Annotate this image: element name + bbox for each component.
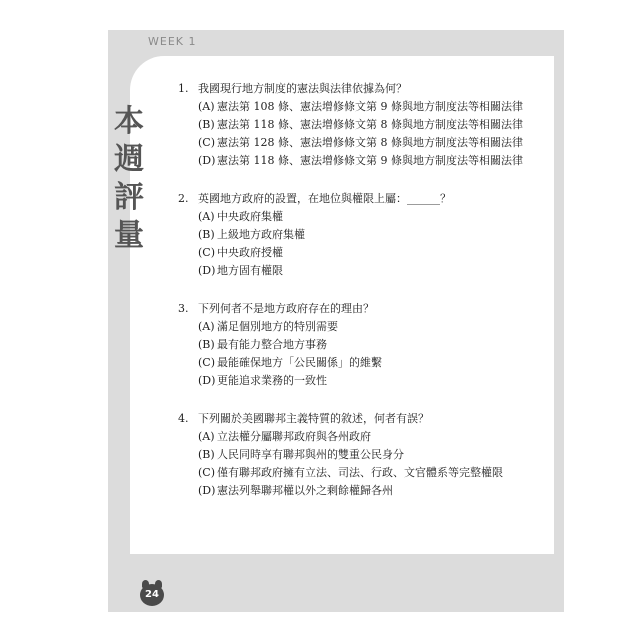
- question-number: 3.: [178, 302, 189, 315]
- option-label: (A): [198, 100, 215, 113]
- option-text: 中央政府集權: [217, 210, 283, 223]
- quiz: [178, 80, 538, 520]
- option-text: 憲法列舉聯邦權以外之剩餘權歸各州: [217, 484, 393, 497]
- question-text: 下列關於美國聯邦主義特質的敘述，何者有誤？: [198, 412, 429, 425]
- option-d: [198, 372, 538, 390]
- option-label: (D): [198, 154, 216, 167]
- option-label: (B): [198, 448, 215, 461]
- page-number: 24: [145, 589, 159, 600]
- option-text: 人民同時享有聯邦與州的雙重公民身分: [217, 448, 404, 461]
- option-text: 憲法第 118 條、憲法增修條文第 8 條與地方制度法等相關法律: [217, 118, 523, 131]
- side-title-char: 週: [114, 142, 144, 177]
- question-text: 我國現行地方制度的憲法與法律依據為何？: [198, 82, 407, 95]
- question-number: 1.: [178, 82, 189, 95]
- option-text: 最能確保地方「公民關係」的維繫: [217, 356, 382, 369]
- page-number-badge: [140, 580, 166, 606]
- option-label: (C): [198, 136, 215, 149]
- option-c: [198, 354, 538, 372]
- week-label: WEEK 1: [148, 35, 197, 48]
- option-c: [198, 134, 538, 152]
- side-title-char: 本: [114, 104, 144, 139]
- question-number: 4.: [178, 412, 189, 425]
- option-text: 立法權分屬聯邦政府與各州政府: [217, 430, 371, 443]
- option-label: (C): [198, 466, 215, 479]
- option-c: [198, 244, 538, 262]
- question-text: 英國地方政府的設置，在地位與權限上屬：______？: [198, 192, 451, 205]
- option-text: 上級地方政府集權: [217, 228, 305, 241]
- option-text: 更能追求業務的一致性: [217, 374, 327, 387]
- option-a: [198, 98, 538, 116]
- option-b: [198, 116, 538, 134]
- option-text: 憲法第 118 條、憲法增修條文第 9 條與地方制度法等相關法律: [217, 154, 523, 167]
- side-title-char: 量: [114, 218, 144, 253]
- question-text: 下列何者不是地方政府存在的理由？: [198, 302, 374, 315]
- option-b: [198, 336, 538, 354]
- option-b: [198, 226, 538, 244]
- option-b: [198, 446, 538, 464]
- option-a: [198, 428, 538, 446]
- option-text: 中央政府授權: [217, 246, 283, 259]
- option-a: [198, 208, 538, 226]
- option-c: [198, 464, 538, 482]
- option-label: (D): [198, 374, 216, 387]
- option-label: (A): [198, 210, 215, 223]
- option-label: (C): [198, 356, 215, 369]
- option-label: (A): [198, 320, 215, 333]
- question-3: [178, 300, 538, 390]
- question-number: 2.: [178, 192, 189, 205]
- question-4: [178, 410, 538, 500]
- option-a: [198, 318, 538, 336]
- option-d: [198, 152, 538, 170]
- option-label: (B): [198, 228, 215, 241]
- option-text: 地方固有權限: [217, 264, 283, 277]
- option-d: [198, 262, 538, 280]
- option-label: (B): [198, 338, 215, 351]
- option-text: 憲法第 128 條、憲法增修條文第 8 條與地方制度法等相關法律: [217, 136, 523, 149]
- side-title: [111, 103, 147, 255]
- option-label: (D): [198, 264, 216, 277]
- side-title-char: 評: [114, 180, 144, 215]
- option-label: (D): [198, 484, 216, 497]
- option-text: 憲法第 108 條、憲法增修條文第 9 條與地方制度法等相關法律: [217, 100, 523, 113]
- option-label: (C): [198, 246, 215, 259]
- option-d: [198, 482, 538, 500]
- question-2: [178, 190, 538, 280]
- question-1: [178, 80, 538, 170]
- option-text: 最有能力整合地方事務: [217, 338, 327, 351]
- option-text: 滿足個別地方的特別需要: [217, 320, 338, 333]
- option-label: (A): [198, 430, 215, 443]
- option-text: 僅有聯邦政府擁有立法、司法、行政、文官體系等完整權限: [217, 466, 503, 479]
- option-label: (B): [198, 118, 215, 131]
